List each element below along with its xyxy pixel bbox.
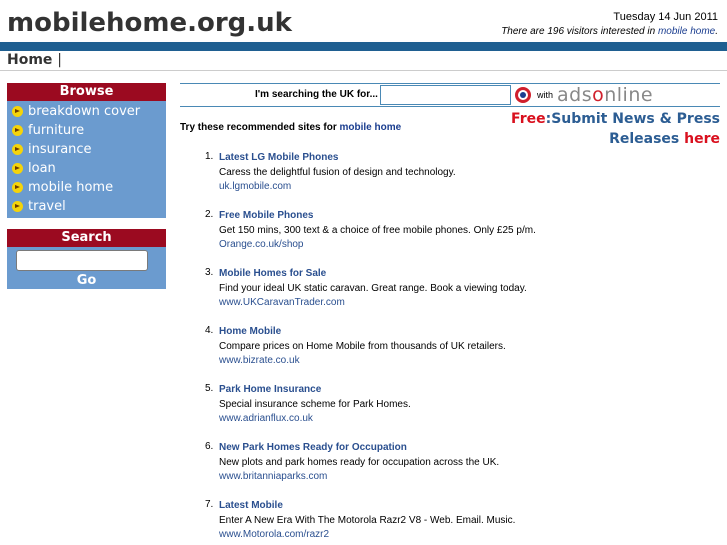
visitors-suffix: .	[715, 26, 718, 37]
recommended-prefix: Try these recommended sites for	[180, 122, 337, 133]
arrow-circle-icon	[12, 144, 23, 155]
sidebar-search-panel	[7, 229, 166, 289]
nav-home-link[interactable]: Home	[7, 52, 53, 68]
promo-line2: Releases	[609, 131, 680, 147]
nav-divider	[0, 70, 727, 71]
result-number: 3.	[205, 267, 214, 278]
arrow-circle-icon	[12, 163, 23, 174]
result-title-link[interactable]: Home Mobile	[219, 326, 282, 337]
arrow-circle-icon	[12, 182, 23, 193]
result-number: 4.	[205, 325, 214, 336]
result-item	[205, 383, 536, 441]
browse-item-label: mobile home	[28, 180, 114, 195]
browse-item-label: loan	[28, 161, 56, 176]
result-title-link[interactable]: Park Home Insurance	[219, 384, 322, 395]
result-description: Get 150 mins, 300 text & a choice of free mobile phones. Only £25 p/m.	[219, 225, 536, 236]
browse-item-label: travel	[28, 199, 66, 214]
result-item	[205, 499, 536, 545]
sidebar-search-input[interactable]	[16, 250, 148, 271]
arrow-circle-icon	[12, 106, 23, 117]
result-title-link[interactable]: Latest Mobile	[219, 500, 283, 511]
logo-nline: nline	[604, 84, 654, 106]
result-url[interactable]: uk.lgmobile.com	[219, 181, 292, 192]
visitor-count	[501, 26, 718, 37]
promo-free: Free	[511, 111, 546, 127]
result-number: 2.	[205, 209, 214, 220]
result-item	[205, 267, 536, 325]
browse-item-breakdown-cover[interactable]	[7, 102, 166, 121]
result-item	[205, 151, 536, 209]
result-number: 7.	[205, 499, 214, 510]
result-number: 5.	[205, 383, 214, 394]
browse-item-mobile-home[interactable]	[7, 178, 166, 197]
results-list	[205, 151, 536, 545]
arrow-circle-icon	[12, 201, 23, 212]
result-title-link[interactable]: Latest LG Mobile Phones	[219, 152, 339, 163]
browse-title: Browse	[7, 83, 166, 101]
result-url[interactable]: www.bizrate.co.uk	[219, 355, 300, 366]
result-description: Special insurance scheme for Park Homes.	[219, 399, 411, 410]
result-description: Enter A New Era With The Motorola Razr2 V8 - Web. Email. Music.	[219, 515, 516, 526]
browse-item-travel[interactable]	[7, 197, 166, 216]
result-url[interactable]: www.britanniaparks.com	[219, 471, 328, 482]
visitors-link[interactable]: mobile home	[657, 26, 716, 37]
result-description: Caress the delightful fusion of design and technology.	[219, 167, 456, 178]
result-description: New plots and park homes ready for occupation across the UK.	[219, 457, 500, 468]
nav-bar	[7, 52, 62, 68]
site-title[interactable]: mobilehome.org.uk	[7, 8, 292, 38]
browse-item-label: breakdown cover	[28, 104, 141, 119]
browse-item-loan[interactable]	[7, 159, 166, 178]
result-item	[205, 209, 536, 267]
result-url[interactable]: Orange.co.uk/shop	[219, 239, 304, 250]
browse-item-insurance[interactable]	[7, 140, 166, 159]
go-button[interactable]: Go	[76, 273, 97, 288]
browse-panel	[7, 83, 166, 218]
recommended-link[interactable]: mobile home	[339, 122, 402, 133]
result-url[interactable]: www.UKCaravanTrader.com	[219, 297, 345, 308]
logo-ads: ads	[557, 84, 593, 106]
current-date: Tuesday 14 Jun 2011	[613, 11, 718, 23]
browse-item-label: furniture	[28, 123, 85, 138]
promo-here[interactable]: here	[684, 131, 720, 147]
result-number: 1.	[205, 151, 214, 162]
visitors-text: There are 196 visitors interested in	[501, 26, 656, 37]
recommended-heading	[180, 122, 401, 133]
adsonline-logo	[557, 84, 653, 106]
header-bar	[0, 42, 727, 51]
result-item	[205, 325, 536, 383]
result-number: 6.	[205, 441, 214, 452]
result-title-link[interactable]: Mobile Homes for Sale	[219, 268, 327, 279]
browse-item-label: insurance	[28, 142, 92, 157]
promo-link[interactable]	[511, 109, 720, 149]
main-search-input[interactable]	[380, 85, 511, 105]
search-label: I'm searching the UK for...	[255, 89, 378, 100]
nav-separator: |	[57, 52, 63, 68]
result-item	[205, 441, 536, 499]
result-title-link[interactable]: Free Mobile Phones	[219, 210, 314, 221]
promo-line1: :Submit News & Press	[545, 111, 720, 127]
result-url[interactable]: www.Motorola.com/razr2	[219, 529, 330, 540]
logo-o: o	[592, 84, 605, 106]
result-description: Compare prices on Home Mobile from thousands of UK retailers.	[219, 341, 506, 352]
result-url[interactable]: www.adrianflux.co.uk	[219, 413, 313, 424]
arrow-circle-icon	[12, 125, 23, 136]
result-description: Find your ideal UK static caravan. Great range. Book a viewing today.	[219, 283, 527, 294]
sidebar-search-title: Search	[7, 229, 166, 247]
result-title-link[interactable]: New Park Homes Ready for Occupation	[219, 442, 407, 453]
target-icon[interactable]	[515, 87, 531, 103]
browse-list	[7, 101, 166, 218]
main-search-bar	[180, 83, 720, 107]
with-text: with	[537, 90, 554, 100]
browse-item-furniture[interactable]	[7, 121, 166, 140]
